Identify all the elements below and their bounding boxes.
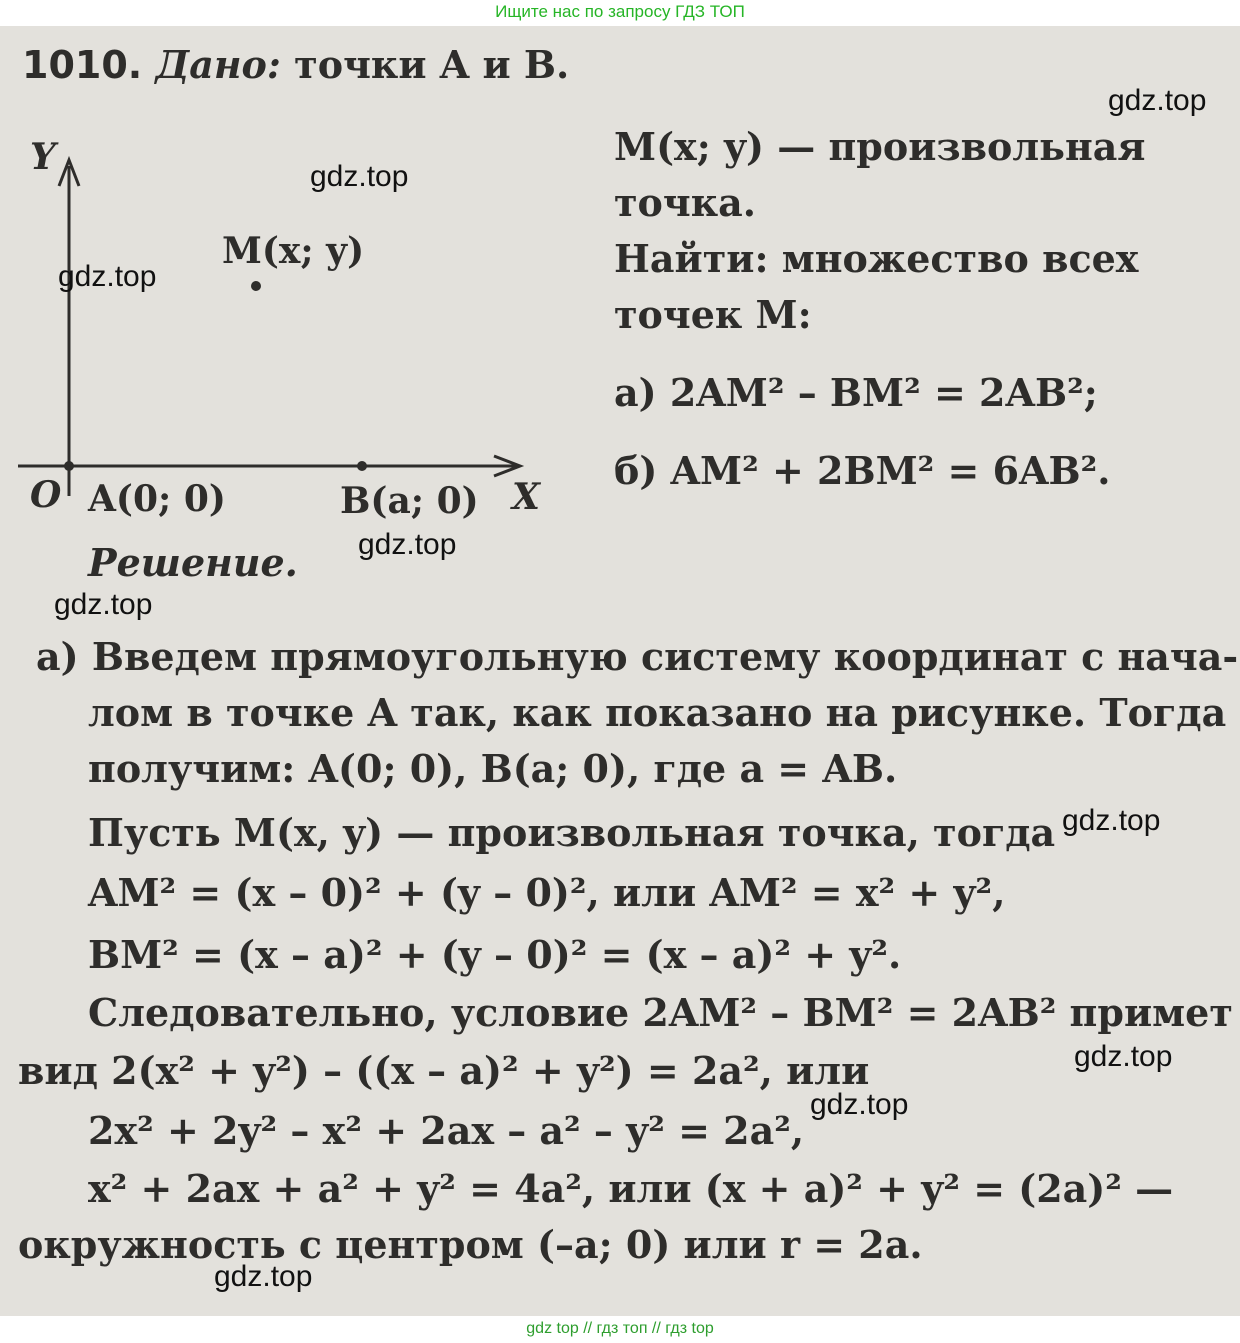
textbook-page (0, 26, 1240, 1316)
right-line-3: Найти: множество всех (614, 236, 1139, 281)
watermark: gdz.top (54, 588, 153, 621)
watermark: gdz.top (358, 528, 457, 561)
problem-number: 1010. (22, 43, 143, 87)
right-line-1: M(x; y) — произвольная (614, 124, 1146, 169)
given-text: точки A и B. (294, 42, 570, 87)
watermark: gdz.top (1062, 804, 1161, 837)
point-m-dot (251, 281, 261, 291)
solution-line-9: 2x² + 2y² – x² + 2ax – a² – y² = 2a², (88, 1108, 805, 1153)
solution-line-11: окружность с центром (–a; 0) или r = 2a. (18, 1222, 923, 1267)
condition-a: а) 2AM² – BM² = 2AB²; (614, 370, 1098, 415)
point-a-dot (64, 461, 74, 471)
solution-line-3: получим: A(0; 0), B(a; 0), где a = AB. (88, 746, 898, 791)
given-label: Дано: (155, 42, 281, 87)
solution-line-2: лом в точке A так, как показано на рисунке. Тогда (88, 690, 1227, 735)
point-a-label: A(0; 0) (88, 478, 226, 520)
solution-line-4: Пусть M(x, y) — произвольная точка, тогда (88, 810, 1056, 855)
origin-label: O (30, 474, 62, 516)
bottom-banner[interactable]: gdz top // гдз топ // гдз top (0, 1316, 1240, 1343)
top-banner[interactable]: Ищите нас по запросу ГДЗ ТОП (0, 0, 1240, 26)
solution-line-7: Следовательно, условие 2AM² – BM² = 2AB² примет (88, 990, 1233, 1035)
right-line-4: точек M: (614, 292, 812, 337)
point-b-label: B(a; 0) (340, 480, 479, 522)
solution-line-1: а) Введем прямоугольную систему координат с нача- (36, 634, 1239, 679)
solution-line-10: x² + 2ax + a² + y² = 4a², или (x + a)² + y² = (2a)² — (88, 1166, 1174, 1211)
watermark: gdz.top (310, 160, 409, 193)
x-axis-label: X (512, 476, 540, 518)
point-m-label: M(x; y) (222, 230, 365, 272)
solution-line-5: AM² = (x – 0)² + (y – 0)², или AM² = x² + y², (88, 870, 1006, 915)
watermark: gdz.top (1108, 84, 1207, 117)
watermark: gdz.top (1074, 1040, 1173, 1073)
watermark: gdz.top (58, 260, 157, 293)
condition-b: б) AM² + 2BM² = 6AB². (614, 448, 1111, 493)
right-line-2: точка. (614, 180, 756, 225)
solution-label: Решение. (88, 540, 298, 585)
point-b-dot (357, 461, 367, 471)
solution-line-6: BM² = (x – a)² + (y – 0)² = (x – a)² + y². (88, 932, 902, 977)
watermark: gdz.top (810, 1088, 909, 1121)
watermark: gdz.top (214, 1260, 313, 1293)
y-axis-label: Y (30, 136, 56, 178)
solution-line-8: вид 2(x² + y²) – ((x – a)² + y²) = 2a², или (18, 1048, 870, 1093)
